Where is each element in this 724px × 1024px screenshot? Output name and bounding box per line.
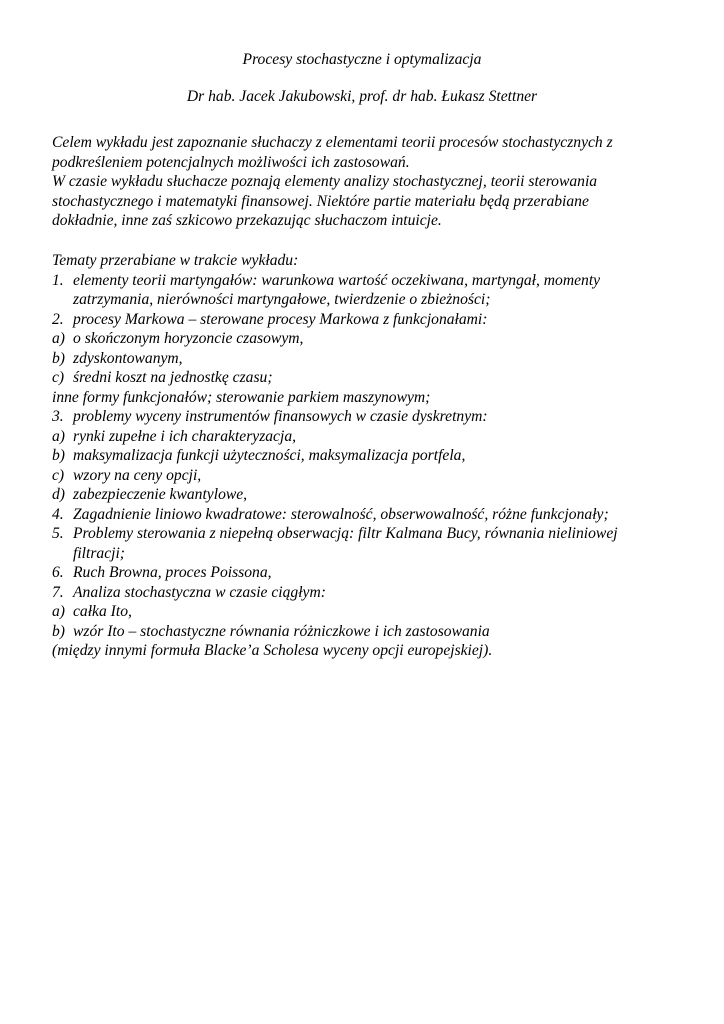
list-marker: c) <box>52 466 65 484</box>
list-item-text: (między innymi formuła Blacke’a Scholesa wyceny opcji europejskiej). <box>52 642 493 659</box>
document-title: Procesy stochastyczne i optymalizacja <box>242 51 482 68</box>
intro-line: stochastycznego i matematyki finansowej. Niektóre partie materiału będą przerabiane <box>52 192 589 210</box>
list-marker: a) <box>52 330 65 347</box>
list-item <box>52 310 682 330</box>
list-item-text: zdyskontowanym, <box>73 349 183 367</box>
list-item-text: Ruch Browna, proces Poissona, <box>73 564 272 581</box>
list-item-text: rynki zupełne i ich charakteryzacja, <box>73 427 297 445</box>
list-marker: 1. <box>52 271 64 289</box>
list-item <box>52 329 682 349</box>
list-item-text: inne formy funkcjonałów; sterowanie parkiem maszynowym; <box>52 388 431 406</box>
list-item-text: Zagadnienie liniowo kwadratowe: sterowalność, obserwowalność, różne funkcjonały; <box>73 505 609 523</box>
list-item <box>52 407 682 427</box>
list-marker: b) <box>52 622 65 640</box>
list-item-text: Problemy sterowania z niepełną obserwacją: filtr Kalmana Bucy, równania nieliniowej filtracji; <box>73 525 618 562</box>
intro-line: W czasie wykładu słuchacze poznają elementy analizy stochastycznej, teorii sterowania <box>52 173 598 190</box>
list-marker: d) <box>52 486 65 503</box>
list-item <box>52 505 682 525</box>
list-item <box>52 446 682 466</box>
list-item <box>52 622 682 642</box>
topics-heading: Tematy przerabiane w trakcie wykładu: <box>52 252 299 269</box>
list-item-text: wzory na ceny opcji, <box>73 466 202 484</box>
list-item <box>52 524 682 563</box>
list-marker: a) <box>52 427 65 445</box>
list-marker: 6. <box>52 564 64 581</box>
list-item-text: elementy teorii martyngałów: warunkowa wartość oczekiwana, martyngał, momenty zatrzymania, nierówności martyngałowe, twierdzenie o zbieżności; <box>73 271 601 308</box>
list-marker: 7. <box>52 583 64 601</box>
list-marker: 4. <box>52 505 64 523</box>
list-marker: 5. <box>52 525 64 542</box>
list-marker: b) <box>52 447 65 464</box>
list-item-text: wzór Ito – stochastyczne równania różniczkowe i ich zastosowania <box>73 622 490 640</box>
list-item <box>52 368 682 388</box>
intro-line: podkreśleniem potencjalnych możliwości ich zastosowań. <box>52 153 410 171</box>
list-item <box>52 485 682 505</box>
list-marker: c) <box>52 369 65 386</box>
list-item <box>52 271 682 310</box>
list-item <box>52 602 682 622</box>
list-item-text: średni koszt na jednostkę czasu; <box>73 369 273 386</box>
intro-paragraph <box>52 133 682 231</box>
list-marker: b) <box>52 349 65 367</box>
intro-line: dokładnie, inne zaś szkicowo przekazując słuchaczom intuicje. <box>52 212 442 229</box>
list-item-text: maksymalizacja funkcji użyteczności, maksymalizacja portfela, <box>73 447 466 464</box>
list-item <box>52 583 682 603</box>
list-item-text: problemy wyceny instrumentów finansowych w czasie dyskretnym: <box>73 408 488 425</box>
list-item <box>52 563 682 583</box>
document-authors: Dr hab. Jacek Jakubowski, prof. dr hab. Łukasz Stettner <box>186 88 538 105</box>
list-item <box>52 427 682 447</box>
list-item <box>52 388 682 408</box>
topics-list <box>52 251 682 661</box>
list-item <box>52 466 682 486</box>
list-item <box>52 641 682 661</box>
list-item-text: zabezpieczenie kwantylowe, <box>73 486 248 503</box>
list-marker: 3. <box>52 408 64 425</box>
list-item-text: Analiza stochastyczna w czasie ciągłym: <box>73 583 326 601</box>
list-item-text: całka Ito, <box>73 603 132 620</box>
list-item-text: o skończonym horyzoncie czasowym, <box>73 330 304 347</box>
intro-line: Celem wykładu jest zapoznanie słuchaczy z elementami teorii procesów stochastycznych z <box>52 134 613 151</box>
list-marker: a) <box>52 603 65 620</box>
list-item <box>52 349 682 369</box>
list-item-text: procesy Markowa – sterowane procesy Markowa z funkcjonałami: <box>73 310 488 328</box>
list-marker: 2. <box>52 310 64 328</box>
